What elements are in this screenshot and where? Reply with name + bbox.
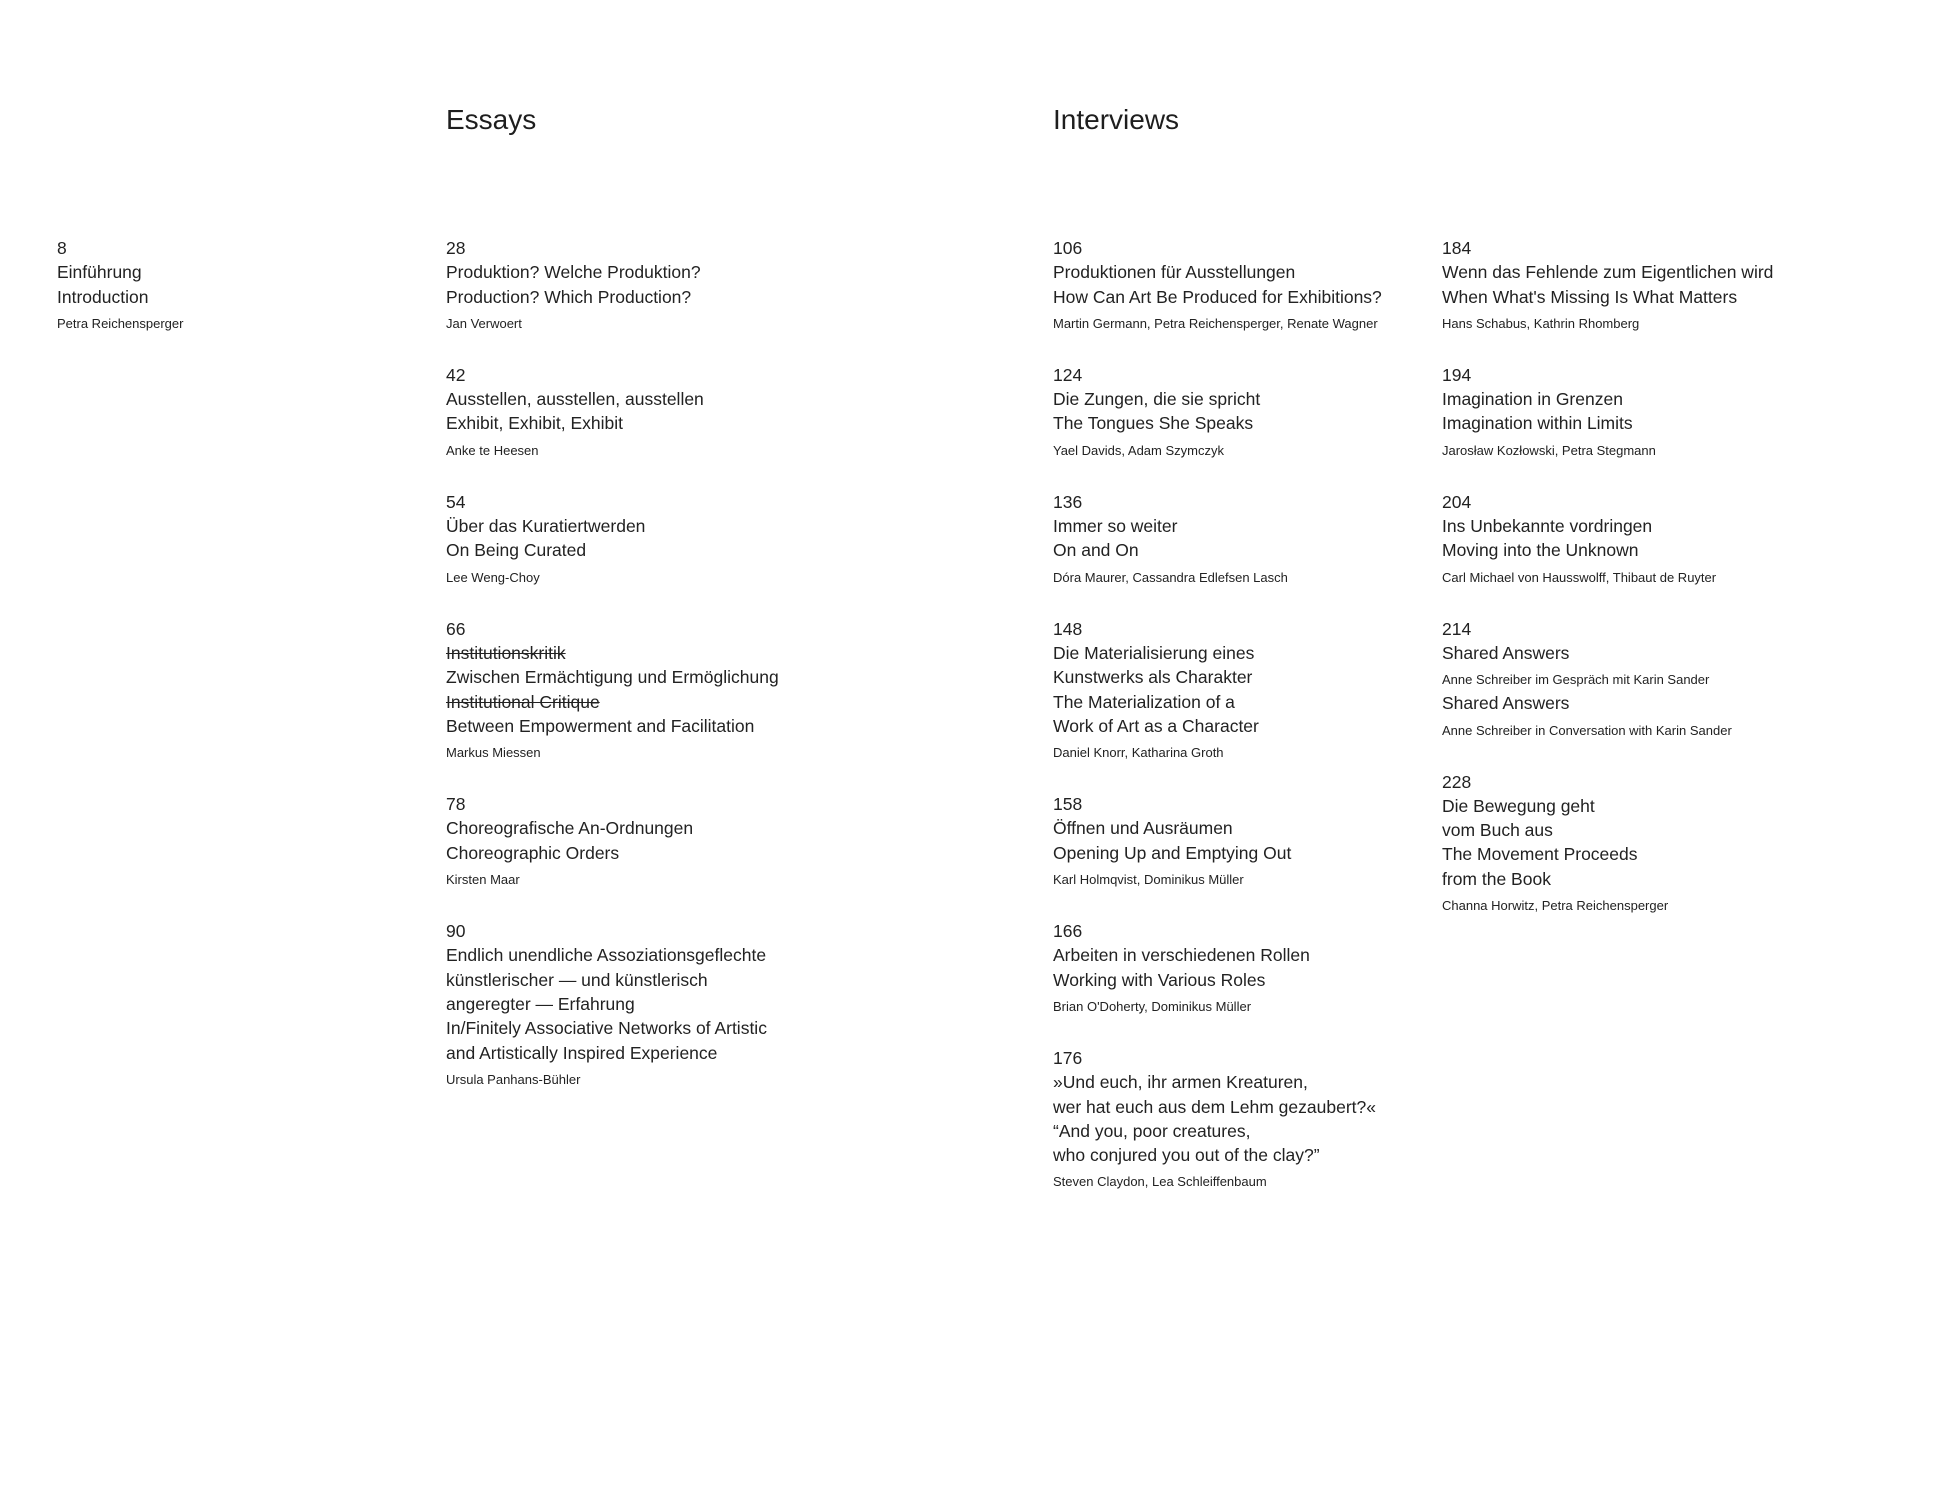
- interviews-heading: Interviews: [1053, 104, 1180, 135]
- title-en: The Materialization of a: [1053, 691, 1235, 712]
- title-de: Immer so weiter: [1053, 516, 1178, 537]
- intro-column: [57, 236, 183, 363]
- toc-entry-interview[interactable]: [1053, 490, 1382, 586]
- title-de-struck: Institutionskritik: [446, 642, 566, 663]
- page-number: 228: [1442, 771, 1472, 792]
- author: Steven Claydon, Lea Schleiffenbaum: [1053, 1174, 1267, 1190]
- title-en: Production? Which Production?: [446, 286, 692, 307]
- title-de: Die Materialisierung eines: [1053, 642, 1255, 663]
- page-number: 184: [1442, 238, 1472, 258]
- title-en: On Being Curated: [446, 540, 587, 561]
- title-de: Einführung: [57, 262, 142, 283]
- page-number: 66: [446, 618, 466, 639]
- toc-entry-interview[interactable]: [1442, 236, 1773, 332]
- toc-entry-essay[interactable]: [446, 617, 779, 761]
- title-en: Introduction: [57, 286, 149, 307]
- author: Lee Weng-Choy: [446, 569, 540, 585]
- author-de: Anne Schreiber im Gespräch mit Karin Sander: [1442, 672, 1710, 688]
- title-en: Moving into the Unknown: [1442, 540, 1639, 561]
- title-de: »Und euch, ihr armen Kreaturen,: [1053, 1072, 1308, 1093]
- title-en: The Movement Proceeds: [1442, 844, 1638, 865]
- author: Petra Reichensperger: [57, 315, 184, 331]
- title-de: Imagination in Grenzen: [1442, 389, 1623, 410]
- toc-entry-interview[interactable]: [1442, 770, 1773, 914]
- author: Jarosław Kozłowski, Petra Stegmann: [1442, 442, 1656, 458]
- toc-entry-interview[interactable]: [1053, 617, 1382, 761]
- title-en: In/Finitely Associative Networks of Artistic: [446, 1018, 767, 1039]
- title-de: Kunstwerks als Charakter: [1053, 667, 1253, 688]
- title-de: Die Zungen, die sie spricht: [1053, 389, 1261, 410]
- title-en: Opening Up and Emptying Out: [1053, 842, 1292, 863]
- page-number: 166: [1053, 921, 1083, 942]
- page-number: 42: [446, 364, 466, 385]
- interviews-column-right: [1442, 236, 1773, 945]
- toc-entry-interview[interactable]: [1442, 363, 1773, 459]
- page-number: 214: [1442, 618, 1472, 639]
- title-de: Produktion? Welche Produktion?: [446, 262, 701, 283]
- page-number: 148: [1053, 618, 1083, 639]
- author: Kirsten Maar: [446, 872, 520, 888]
- toc-entry-interview[interactable]: [1053, 236, 1382, 332]
- page-number: 194: [1442, 364, 1472, 385]
- page-number: 158: [1053, 794, 1083, 815]
- author: Jan Verwoert: [446, 315, 522, 331]
- title-en: who conjured you out of the clay?”: [1053, 1145, 1320, 1166]
- essays-column: [446, 236, 779, 1119]
- title-de: Arbeiten in verschiedenen Rollen: [1053, 945, 1310, 966]
- title-en: Work of Art as a Character: [1053, 715, 1259, 736]
- toc-entry-interview[interactable]: [1053, 919, 1382, 1015]
- toc-entry-essay[interactable]: [446, 490, 779, 586]
- title-de: Choreografische An-Ordnungen: [446, 818, 694, 839]
- page-number: 204: [1442, 491, 1472, 512]
- toc-entry-essay[interactable]: [446, 236, 779, 332]
- title-de: angeregter — Erfahrung: [446, 993, 635, 1014]
- author: Channa Horwitz, Petra Reichensperger: [1442, 898, 1669, 914]
- author: Brian O'Doherty, Dominikus Müller: [1053, 998, 1252, 1014]
- page-number: 136: [1053, 491, 1083, 512]
- title-en: On and On: [1053, 540, 1139, 561]
- title-de: Produktionen für Ausstellungen: [1053, 262, 1296, 283]
- page-number: 90: [446, 921, 466, 942]
- page-number: 124: [1053, 364, 1083, 385]
- title-de: Endlich unendliche Assoziationsgeflechte: [446, 945, 767, 966]
- title-de: Ins Unbekannte vordringen: [1442, 516, 1653, 537]
- toc-entry-essay[interactable]: [446, 792, 779, 888]
- author: Martin Germann, Petra Reichensperger, Renate Wagner: [1053, 315, 1378, 331]
- toc-entry-interview[interactable]: [1053, 363, 1382, 459]
- page-number: 8: [57, 238, 67, 258]
- title-de: Über das Kuratiertwerden: [446, 516, 646, 537]
- title-en: and Artistically Inspired Experience: [446, 1042, 718, 1063]
- author: Carl Michael von Hausswolff, Thibaut de Ruyter: [1442, 569, 1717, 585]
- title-en: Working with Various Roles: [1053, 969, 1266, 990]
- subtitle-en: Between Empowerment and Facilitation: [446, 715, 755, 736]
- title-en-struck: Institutional Critique: [446, 691, 600, 712]
- author: Markus Miessen: [446, 745, 541, 761]
- title-de: Wenn das Fehlende zum Eigentlichen wird: [1442, 262, 1774, 283]
- title-en: Exhibit, Exhibit, Exhibit: [446, 413, 624, 434]
- title-de: Öffnen und Ausräumen: [1053, 818, 1233, 839]
- title-en: Choreographic Orders: [446, 842, 620, 863]
- author: Daniel Knorr, Katharina Groth: [1053, 745, 1224, 761]
- toc-entry-essay[interactable]: [446, 363, 779, 459]
- page-number: 176: [1053, 1047, 1083, 1068]
- title-de: Shared Answers: [1442, 642, 1570, 663]
- author: Ursula Panhans-Bühler: [446, 1071, 581, 1087]
- title-en: How Can Art Be Produced for Exhibitions?: [1053, 286, 1382, 307]
- title-en: “And you, poor creatures,: [1053, 1120, 1251, 1141]
- toc-entry-interview[interactable]: [1442, 490, 1773, 586]
- page-number: 78: [446, 794, 466, 815]
- title-en: from the Book: [1442, 868, 1551, 889]
- title-en: Shared Answers: [1442, 693, 1570, 714]
- title-de: wer hat euch aus dem Lehm gezaubert?«: [1053, 1096, 1376, 1117]
- toc-entry-interview[interactable]: [1053, 1046, 1382, 1190]
- toc-entry-essay[interactable]: [446, 919, 779, 1088]
- toc-entry-intro[interactable]: [57, 236, 183, 332]
- author-en: Anne Schreiber in Conversation with Karin Sander: [1442, 722, 1732, 738]
- author: Hans Schabus, Kathrin Rhomberg: [1442, 315, 1640, 331]
- page-number: 54: [446, 491, 466, 512]
- page-number: 106: [1053, 238, 1083, 258]
- author: Dóra Maurer, Cassandra Edlefsen Lasch: [1053, 569, 1288, 585]
- title-de: Ausstellen, ausstellen, ausstellen: [446, 389, 704, 410]
- interviews-column-left: [1053, 236, 1382, 1221]
- subtitle-de: Zwischen Ermächtigung und Ermöglichung: [446, 667, 779, 688]
- essays-heading: Essays: [446, 104, 537, 135]
- page-number: 28: [446, 238, 466, 258]
- title-en: The Tongues She Speaks: [1053, 413, 1254, 434]
- toc-entry-interview[interactable]: [1053, 792, 1382, 888]
- author: Karl Holmqvist, Dominikus Müller: [1053, 872, 1244, 888]
- title-de: vom Buch aus: [1442, 820, 1553, 841]
- title-en: When What's Missing Is What Matters: [1442, 286, 1738, 307]
- title-de: künstlerischer — und künstlerisch: [446, 969, 708, 990]
- author: Anke te Heesen: [446, 442, 539, 458]
- toc-entry-interview[interactable]: [1442, 617, 1773, 739]
- title-de: Die Bewegung geht: [1442, 795, 1595, 816]
- author: Yael Davids, Adam Szymczyk: [1053, 442, 1224, 458]
- title-en: Imagination within Limits: [1442, 413, 1633, 434]
